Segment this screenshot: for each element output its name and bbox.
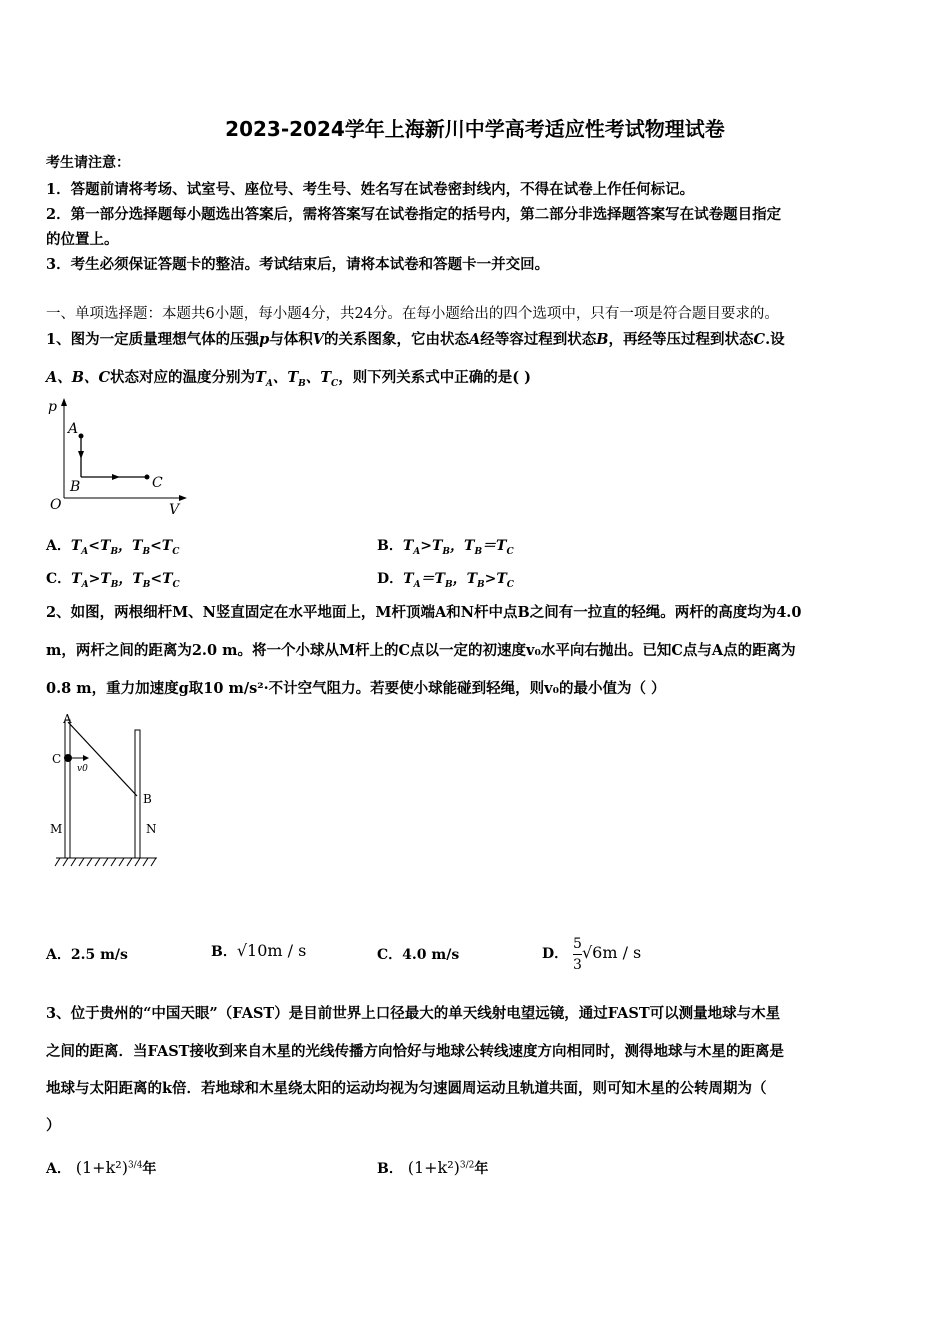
v-label: V	[169, 502, 180, 518]
notice-heading: 考生请注意：	[46, 155, 130, 171]
point-c	[145, 475, 150, 480]
q1-text-line2: A、B、C状态对应的温度分别为$T_A$、$T_B$、$T_C$，则下列关系式中正确的是( )	[46, 369, 531, 389]
q3-text-line3: 地球与太阳距离的k倍．若地球和木星绕太阳的运动均视为匀速圆周运动且轨道共面，则可知木星的公转周期为（	[46, 1080, 767, 1097]
label-v0: v0	[77, 764, 88, 774]
notice-item-1: 1．答题前请将考场、试室号、座位号、考生号、姓名写在试卷密封线内，不得在试卷上作任何标记。	[46, 181, 695, 198]
isochoric-arrow	[78, 451, 84, 459]
q2-option-a[interactable]: A．2.5 m/s	[46, 947, 128, 963]
page-title: 2023-2024学年上海新川中学高考适应性考试物理试卷	[225, 117, 725, 141]
notice-item-2: 2．第一部分选择题每小题选出答案后，需将答案写在试卷指定的括号内，第二部分非选择题答案写在试卷题目指定	[46, 206, 782, 223]
section-heading: 一、单项选择题：本题共6小题，每小题4分，共24分。在每小题给出的四个选项中，只有一项是符合题目要求的。	[46, 306, 779, 322]
b-label: B	[70, 479, 81, 495]
rods-figure	[44, 710, 184, 875]
label-c: C	[52, 752, 62, 766]
origin-label: O	[50, 497, 62, 513]
q3-option-a[interactable]: A． $(1+k^2)^{3/4}$年	[46, 1158, 157, 1177]
q3-text-line1: 3、位于贵州的“中国天眼”（FAST）是目前世界上口径最大的单天线射电望远镜，通过FAST可以测量地球与木星	[46, 1005, 781, 1022]
label-a: A	[63, 712, 72, 726]
q1-option-c[interactable]: C．$T_A>T_B$，$T_B<T_C$	[46, 571, 180, 590]
label-n: N	[146, 822, 157, 836]
d-fraction: $\frac{5}{3}$	[573, 935, 582, 973]
pv-graph	[44, 395, 194, 520]
isobaric-arrow	[112, 474, 120, 480]
c-label: C	[152, 475, 163, 491]
v-axis-arrow	[179, 495, 187, 501]
q3-text-line2: 之间的距离．当FAST接收到来自木星的光线传播方向恰好与地球公转线速度方向相同时，测得地球与木星的距离是	[46, 1043, 784, 1060]
v0-arrow-head	[83, 755, 89, 761]
rod-m	[65, 720, 70, 858]
q1-option-b[interactable]: B．$T_A>T_B$，$T_B=T_C$	[377, 538, 514, 557]
q2-text-line3: 0.8 m，重力加速度g取10 m/s²·不计空气阻力。若要使小球能碰到轻绳，则v₀的最小值为（ ）	[46, 680, 666, 697]
label-b: B	[143, 792, 152, 806]
q2-text-line1: 2、如图，两根细杆M、N竖直固定在水平地面上，M杆顶端A和N杆中点B之间有一拉直的轻绳。两杆的高度均为4.0	[46, 604, 802, 621]
label-m: M	[50, 822, 63, 836]
q1-option-a[interactable]: A．$T_A<T_B$，$T_B<T_C$	[46, 538, 180, 557]
notice-item-3: 3．考生必须保证答题卡的整洁。考试结束后，请将本试卷和答题卡一并交回。	[46, 256, 550, 273]
q1-option-d[interactable]: D．$T_A=T_B$，$T_B>T_C$	[377, 571, 514, 590]
q3-text-line4: ）	[46, 1117, 61, 1134]
q2-text-line2: m，两杆之间的距离为2.0 m。将一个小球从M杆上的C点以一定的初速度v₀水平向右抛出。已知C点与A点的距离为	[46, 642, 796, 659]
q2-option-d[interactable]: D． $\frac{5}{3}$ √6m / s	[542, 935, 642, 973]
q2-option-c[interactable]: C．4.0 m/s	[377, 947, 460, 963]
a-label: A	[68, 421, 79, 437]
q1-text-line1: 1、图为一定质量理想气体的压强p与体积V的关系图象，它由状态A经等容过程到状态B，再经等压过程到状态C.设	[46, 331, 785, 348]
rope	[68, 722, 137, 796]
p-axis-arrow	[61, 398, 67, 406]
ball	[64, 754, 72, 762]
point-a	[79, 434, 84, 439]
q2-option-b[interactable]: B．√10m / s	[211, 941, 307, 960]
p-label: p	[48, 399, 57, 415]
ground-hatch	[55, 858, 156, 866]
q3-option-b[interactable]: B． $(1+k^2)^{3/2}$年	[377, 1158, 489, 1177]
notice-item-2-cont: 的位置上。	[46, 231, 119, 248]
